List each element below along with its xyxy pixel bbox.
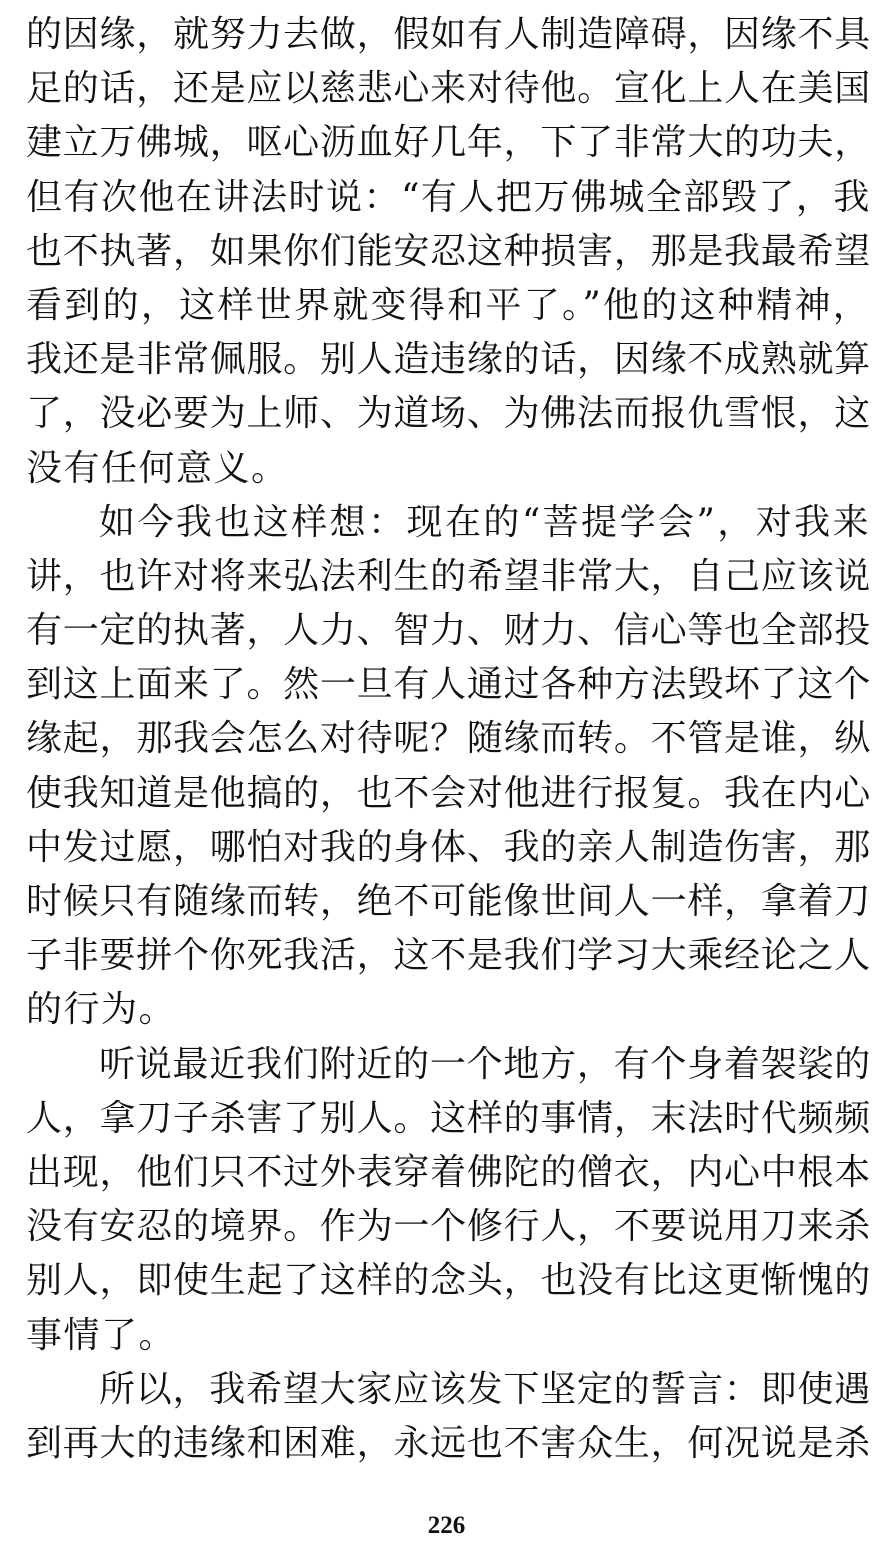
text-line: 没有安忍的境界。作为一个修行人，不要说用刀来杀 xyxy=(26,1206,871,1248)
text-line: 时候只有随缘而转，绝不可能像世间人一样，拿着刀 xyxy=(26,881,871,922)
text-line: 的因缘，就努力去做，假如有人制造障碍，因缘不具 xyxy=(26,14,871,55)
text-line: 也不执著，如果你们能安忍这种损害，那是我最希望 xyxy=(26,230,871,272)
text-line: 出现，他们只不过外表穿着佛陀的僧衣，内心中根本 xyxy=(26,1151,871,1193)
text-line: 事情了。 xyxy=(26,1314,177,1356)
text-line: 所以，我希望大家应该发下坚定的誓言：即使遇 xyxy=(99,1368,871,1410)
text-line: 使我知道是他搞的，也不会对他进行报复。我在内心 xyxy=(26,772,871,814)
page-number: 226 xyxy=(427,1512,466,1539)
body-text xyxy=(26,8,871,1471)
text-line: 子非要拼个你死我活，这不是我们学习大乘经论之人 xyxy=(26,935,871,977)
text-line: 有一定的执著，人力、智力、财力、信心等也全部投 xyxy=(26,610,871,652)
text-line: 中发过愿，哪怕对我的身体、我的亲人制造伤害，那 xyxy=(26,826,871,868)
text-line: 的行为。 xyxy=(26,989,177,1031)
text-line: 建立万佛城，呕心沥血好几年，下了非常大的功夫， xyxy=(26,122,871,164)
text-line: 我还是非常佩服。别人造违缘的话，因缘不成熟就算 xyxy=(26,339,871,381)
text-line: 如今我也这样想：现在的“菩提学会”，对我来 xyxy=(99,501,871,543)
text-line: 缘起，那我会怎么对待呢？随缘而转。不管是谁，纵 xyxy=(26,718,871,760)
text-line: 足的话，还是应以慈悲心来对待他。宣化上人在美国 xyxy=(26,68,871,110)
text-line: 没有任何意义。 xyxy=(26,447,289,489)
text-line: 听说最近我们附近的一个地方，有个身着袈裟的 xyxy=(99,1043,871,1085)
text-line: 了，没必要为上师、为道场、为佛法而报仇雪恨，这 xyxy=(26,393,871,435)
text-line: 看到的，这样世界就变得和平了。”他的这种精神， xyxy=(26,284,871,326)
text-line: 别人，即使生起了这样的念头，也没有比这更惭愧的 xyxy=(26,1260,871,1302)
text-line: 但有次他在讲法时说：“有人把万佛城全部毁了，我 xyxy=(26,176,871,218)
text-line: 到再大的违缘和困难，永远也不害众生，何况说是杀 xyxy=(26,1422,871,1464)
text-line: 人，拿刀子杀害了别人。这样的事情，末法时代频频 xyxy=(26,1097,871,1139)
text-line: 到这上面来了。然一旦有人通过各种方法毁坏了这个 xyxy=(26,664,871,706)
text-line: 讲，也许对将来弘法利生的希望非常大，自己应该说 xyxy=(26,555,871,597)
